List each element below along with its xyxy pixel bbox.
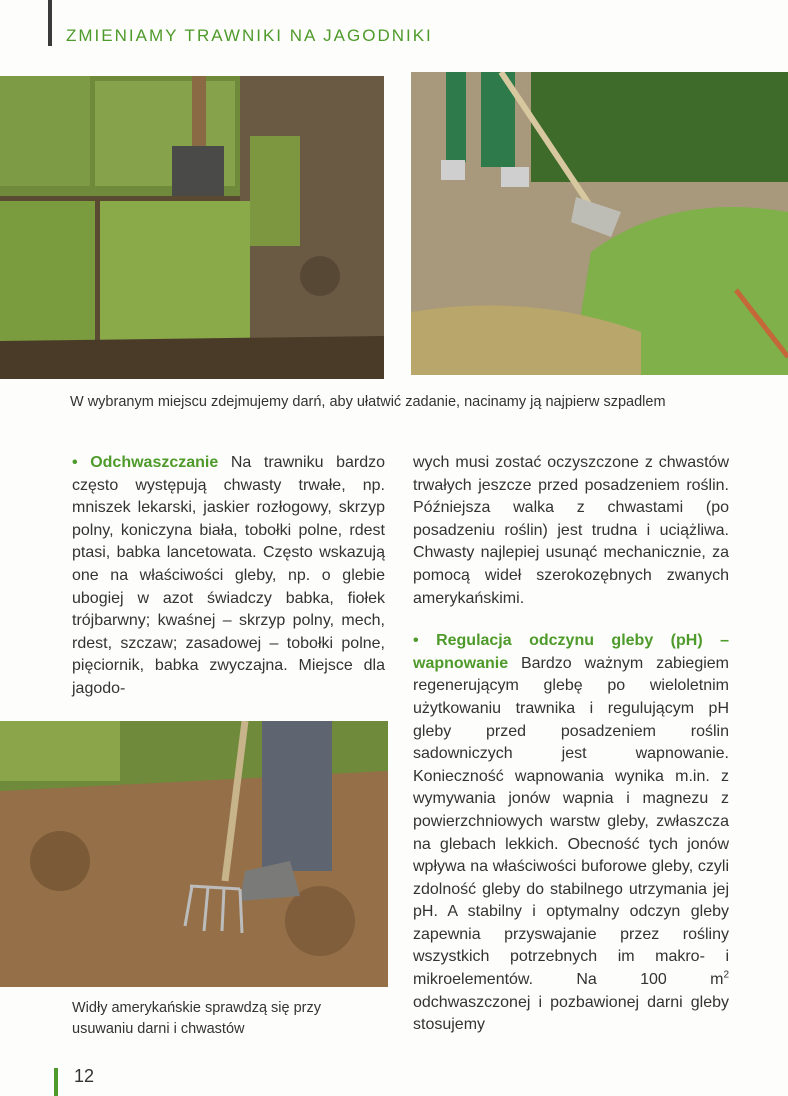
bottom-photo-caption: Widły amerykańskie sprawdzą się przy usuwaniu darni i chwastów <box>72 1000 321 1037</box>
page-number: 12 <box>74 1066 95 1086</box>
page-number-bar <box>54 1068 58 1096</box>
section-body: Bardzo ważnym zabiegiem regenerującym glebę po wieloletnim użytkowaniu trawnika i regulującym pH gleby przed posadzeniem roślin sadowniczych jest wapnowanie. Konieczność wapnowania wynika m.in. z wymywania jonów wapnia i magnezu z powierzchniowych warstw gleby, zwłaszcza na glebach lekkich. Obecność tych jonów wpływa na właściwości buforowe gleby, czyli zdolność gleby do stabilnego utrzymania jej pH. A stabilny i optymalny odczyn gleby zapewnia przyswajanie przez rośliny wszystkich potrzebnych im makro- i mikroelementów. Na 100 m <box>413 654 729 989</box>
section-body-end: odchwaszczonej i pozbawionej darni gleby stosujemy <box>413 993 729 1034</box>
sod-cutting-photo <box>0 76 384 379</box>
page-header-title: ZMIENIAMY TRAWNIKI NA JAGODNIKI <box>66 26 433 45</box>
shovel-soil-photo <box>411 72 788 375</box>
section-body: Na trawniku bardzo często występują chwasty trwałe, np. mniszek lekarski, jaskier rozłogowy, skrzyp polny, koniczyna biała, tobołki polne, rdest ptasi, babka lancetowata. Często wskazują one na właściwości gleby, np. o glebie ubogiej w azot świadczy babka, fiołek trójbarwny; kwaśnej – skrzyp polny, mech, rdest, szczaw; zasadowej – tobołki polne, pięciornik, babka zwyczajna. Miejsce dla jagodo- <box>72 454 385 697</box>
right-text-column <box>413 452 729 1037</box>
superscript: 2 <box>723 969 729 981</box>
section-continuation: wych musi zostać oczyszczone z chwastów trwałych jeszcze przed posadzeniem roślin. Późniejsza walka z chwastami (po posadzeniu roślin) jest trudna i uciążliwa. Chwasty najlepiej usunąć mechanicznie, za pomocą wideł szerokozębnych zwanych amerykańskimi. <box>413 454 729 607</box>
left-text-column <box>72 452 385 701</box>
header-bar <box>48 0 52 46</box>
bullet-icon: • <box>413 632 419 650</box>
section-odchwaszczanie <box>72 452 385 701</box>
section-heading: Regulacja odczynu gleby (pH) – wapnowanie <box>413 632 729 672</box>
top-photo-caption: W wybranym miejscu zdejmujemy darń, aby ułatwić zadanie, nacinamy ją najpierw szpadlem <box>70 394 666 410</box>
section-wapnowanie <box>413 630 729 1037</box>
section-heading: Odchwaszczanie <box>90 454 219 471</box>
bullet-icon: • <box>72 454 78 471</box>
fork-soil-photo <box>0 721 388 987</box>
